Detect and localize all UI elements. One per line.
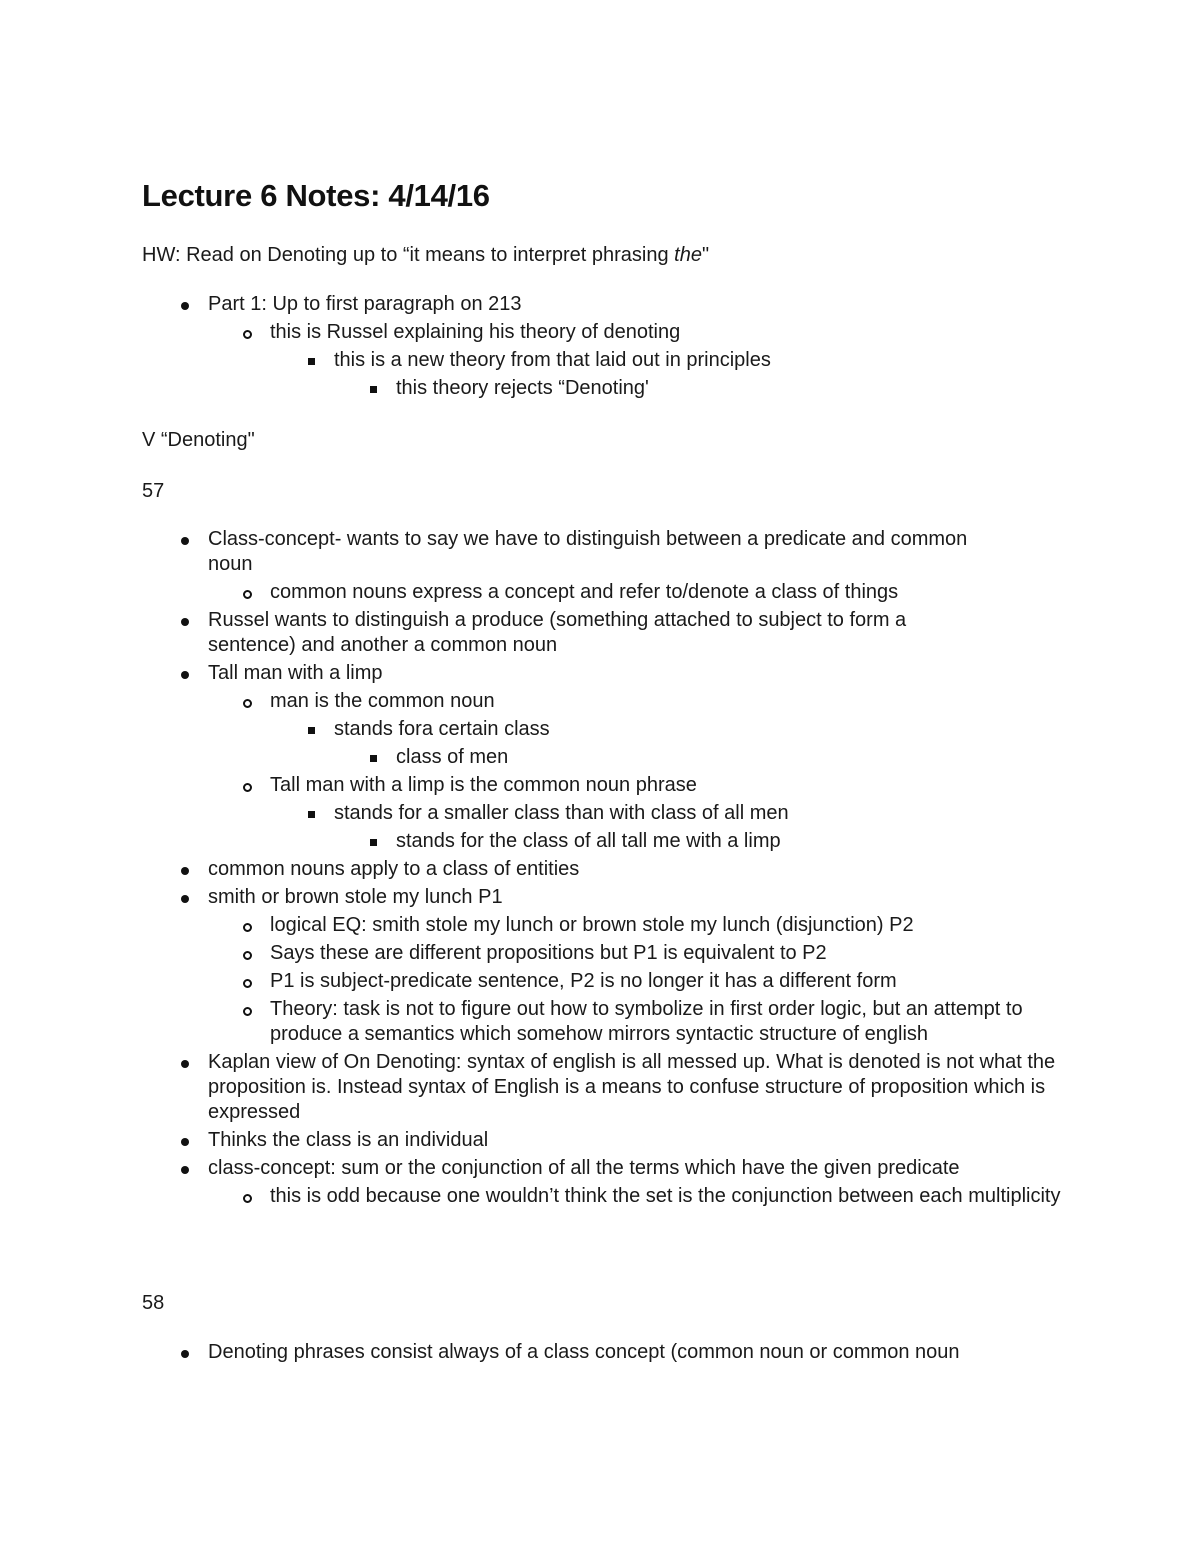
page-number-58: 58 (142, 1292, 165, 1314)
homework-suffix: " (701, 244, 710, 266)
notes-list-58 (142, 1340, 1042, 1365)
list-item: common nouns apply to a class of entities (142, 857, 1042, 882)
homework-italic: the (674, 244, 702, 266)
filled-circle-bullet-icon (181, 867, 189, 875)
section-heading: V “Denoting" (142, 429, 255, 451)
list-item: stands for a smaller class than with class of all men (142, 801, 1042, 826)
page-title: Lecture 6 Notes: 4/14/16 (142, 178, 490, 213)
hollow-circle-bullet-icon (243, 1194, 252, 1203)
filled-circle-bullet-icon (181, 618, 189, 626)
square-bullet-icon (370, 386, 377, 393)
page-number-57: 57 (142, 480, 165, 502)
list-item: stands for the class of all tall me with a limp (142, 829, 1042, 854)
list-item: P1 is subject-predicate sentence, P2 is no longer it has a different form (142, 969, 1042, 994)
hollow-circle-bullet-icon (243, 330, 252, 339)
list-item: this theory rejects “Denoting' (142, 376, 1042, 401)
filled-circle-bullet-icon (181, 1166, 189, 1174)
list-item: Russel wants to distinguish a produce (something attached to subject to form a sentence) and another a common noun (142, 608, 998, 658)
square-bullet-icon (370, 755, 377, 762)
list-item: common nouns express a concept and refer to/denote a class of things (142, 580, 1042, 605)
hollow-circle-bullet-icon (243, 979, 252, 988)
homework-text: HW: Read on Denoting up to “it means to interpret phrasing (142, 244, 675, 266)
list-item: man is the common noun (142, 689, 1042, 714)
filled-circle-bullet-icon (181, 895, 189, 903)
list-item: Part 1: Up to first paragraph on 213 (142, 292, 1042, 317)
list-item: Kaplan view of On Denoting: syntax of english is all messed up. What is denoted is not what the proposition is. Instead syntax of English is a means to confuse structure of proposition which is expressed (142, 1050, 1068, 1125)
homework-list (142, 292, 1042, 401)
filled-circle-bullet-icon (181, 1138, 189, 1146)
list-item: stands fora certain class (142, 717, 1042, 742)
hollow-circle-bullet-icon (243, 951, 252, 960)
list-item: this is a new theory from that laid out in principles (142, 348, 1042, 373)
filled-circle-bullet-icon (181, 537, 189, 545)
list-item: this is odd because one wouldn’t think the set is the conjunction between each multiplicity (142, 1184, 1110, 1209)
list-item: Theory: task is not to figure out how to symbolize in first order logic, but an attempt to produce a semantics which somehow mirrors syntactic structure of english (142, 997, 1070, 1047)
hollow-circle-bullet-icon (243, 923, 252, 932)
filled-circle-bullet-icon (181, 1350, 189, 1358)
square-bullet-icon (370, 839, 377, 846)
list-item: class-concept: sum or the conjunction of all the terms which have the given predicate (142, 1156, 1042, 1181)
list-item: Tall man with a limp (142, 661, 1042, 686)
list-item: this is Russel explaining his theory of denoting (142, 320, 1042, 345)
filled-circle-bullet-icon (181, 1060, 189, 1068)
homework-line (142, 242, 709, 268)
notes-list-57 (142, 527, 1061, 1209)
hollow-circle-bullet-icon (243, 699, 252, 708)
hollow-circle-bullet-icon (243, 1007, 252, 1016)
list-item: logical EQ: smith stole my lunch or brown stole my lunch (disjunction) P2 (142, 913, 1042, 938)
list-item: Tall man with a limp is the common noun phrase (142, 773, 1042, 798)
list-item: class of men (142, 745, 1042, 770)
list-item: Says these are different propositions but P1 is equivalent to P2 (142, 941, 1042, 966)
filled-circle-bullet-icon (181, 302, 189, 310)
hollow-circle-bullet-icon (243, 783, 252, 792)
list-item: smith or brown stole my lunch P1 (142, 885, 1042, 910)
list-item: Denoting phrases consist always of a class concept (common noun or common noun (142, 1340, 1042, 1365)
list-item: Class-concept- wants to say we have to distinguish between a predicate and common noun (142, 527, 978, 577)
list-item: Thinks the class is an individual (142, 1128, 1042, 1153)
square-bullet-icon (308, 727, 315, 734)
filled-circle-bullet-icon (181, 671, 189, 679)
hollow-circle-bullet-icon (243, 590, 252, 599)
square-bullet-icon (308, 811, 315, 818)
square-bullet-icon (308, 358, 315, 365)
